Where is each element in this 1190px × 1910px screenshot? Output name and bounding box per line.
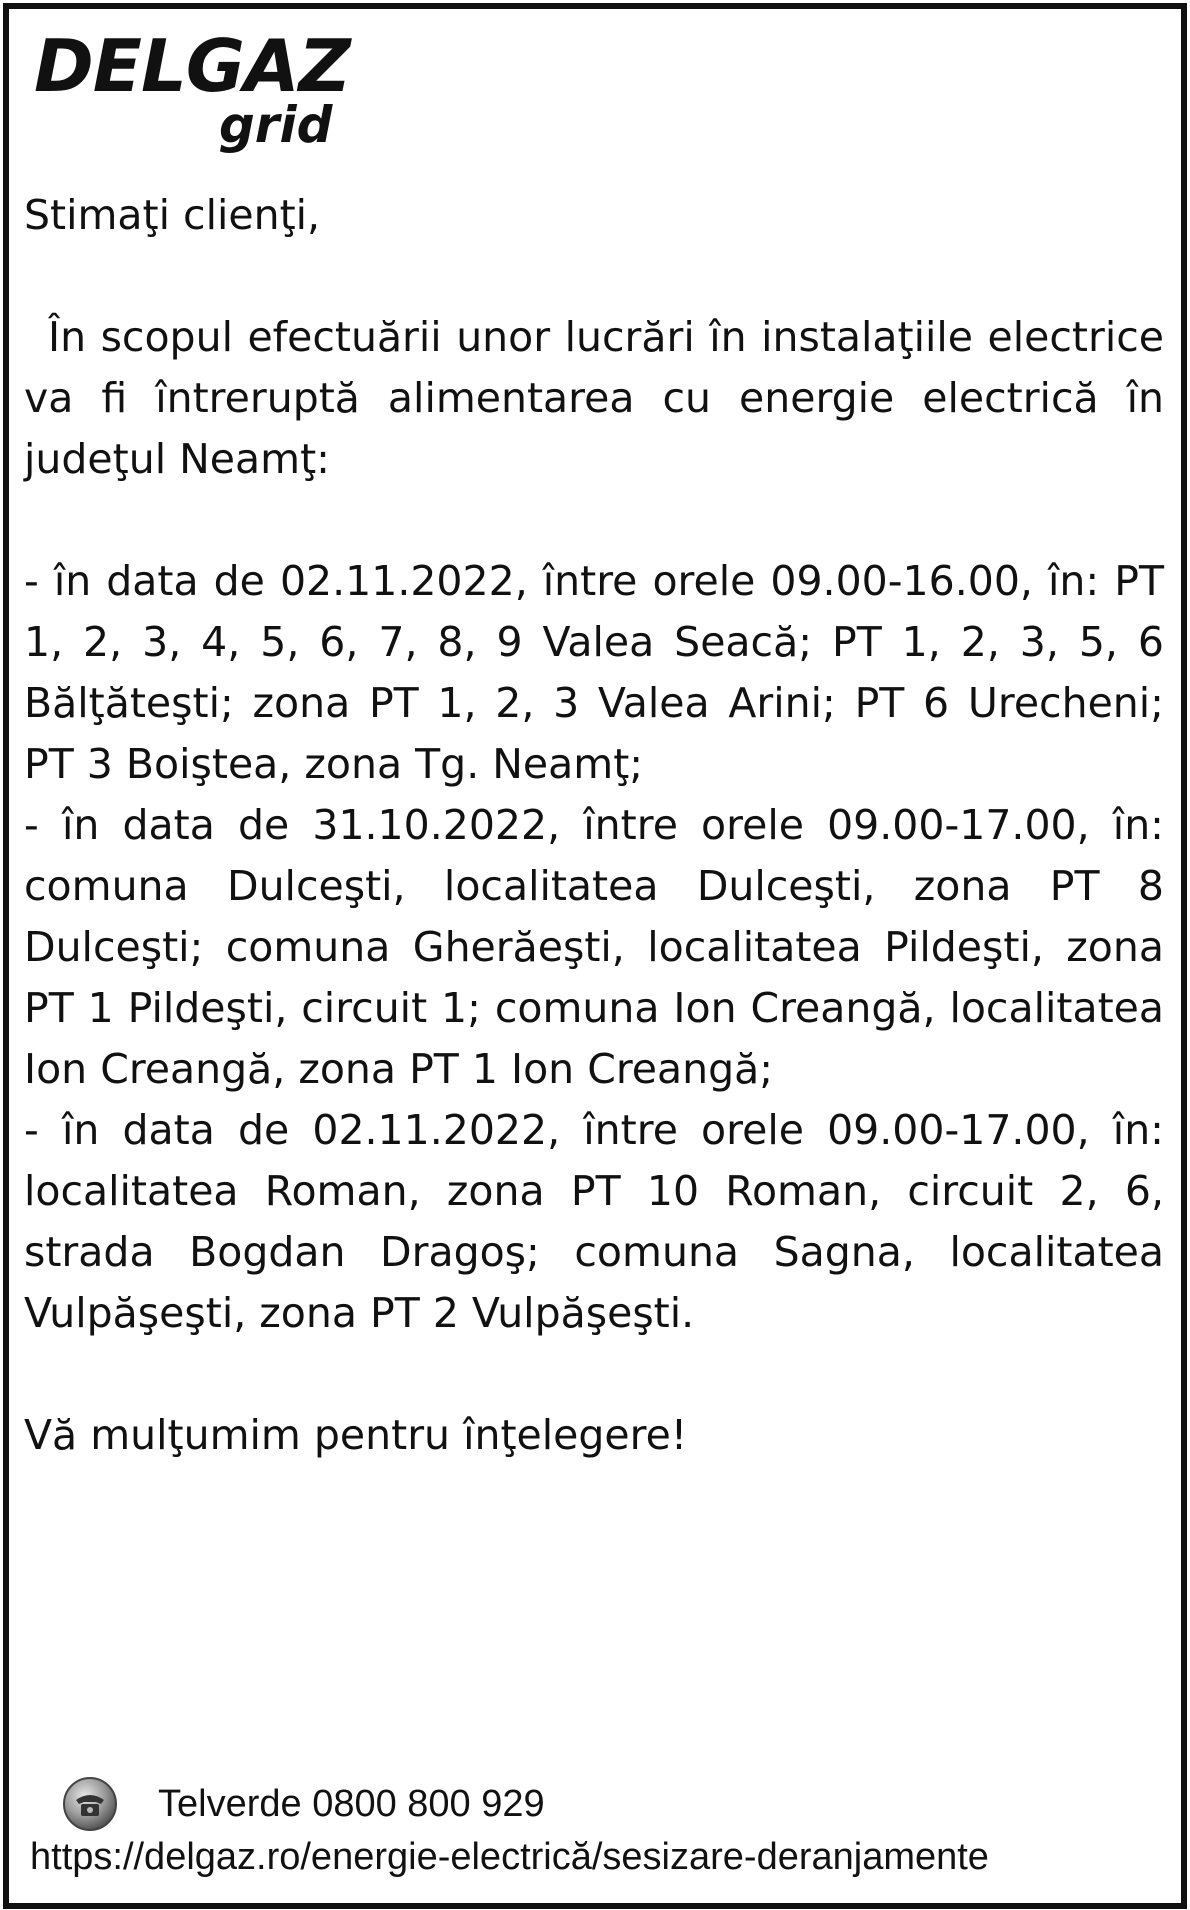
outage-item-2: - în data de 31.10.2022, între orele 09.00-17.00, în: comuna Dulceşti, localitatea Dulceşti, zona PT 8 Dulceşti; comuna Gherăeşti, localitatea Pildeşti, zona PT 1 Pildeşti, circuit 1; comuna Ion Creangă, localitatea Ion Creangă, zona PT 1 Ion Creangă; [24,801,1164,1093]
logo-brand: DELGAZ [34,24,350,108]
notice-body [24,185,1164,1466]
phone-icon [62,1776,118,1832]
delgaz-grid-logo [34,24,354,154]
intro-paragraph: În scopul efectuării unor lucrări în instalaţiile electrice va fi întreruptă alimentarea cu energie electrică în judeţul Neamţ: [24,313,1164,483]
phone-number: Telverde 0800 800 929 [158,1782,545,1825]
outage-list [24,551,1164,1344]
logo-sub: grid [219,96,333,154]
contact-line [62,1776,545,1832]
outage-item-3: - în data de 02.11.2022, între orele 09.00-17.00, în: localitatea Roman, zona PT 10 Roman, circuit 2, 6, strada Bogdan Dragoş; comuna Sagna, localitatea Vulpăşeşti, zona PT 2 Vulpăşeşti. [24,1106,1164,1337]
thanks-line: Vă mulţumim pentru înţelegere! [24,1411,688,1459]
report-url[interactable]: https://delgaz.ro/energie-electrică/sesizare-deranjamente [30,1836,989,1878]
greeting: Stimaţi clienţi, [24,191,321,239]
outage-item-1: - în data de 02.11.2022, între orele 09.00-16.00, în: PT 1, 2, 3, 4, 5, 6, 7, 8, 9 Valea Seacă; PT 1, 2, 3, 5, 6 Bălţăteşti; zona PT 1, 2, 3 Valea Arini; PT 6 Urecheni; PT 3 Boiştea, zona Tg. Neamţ; [24,557,1164,788]
